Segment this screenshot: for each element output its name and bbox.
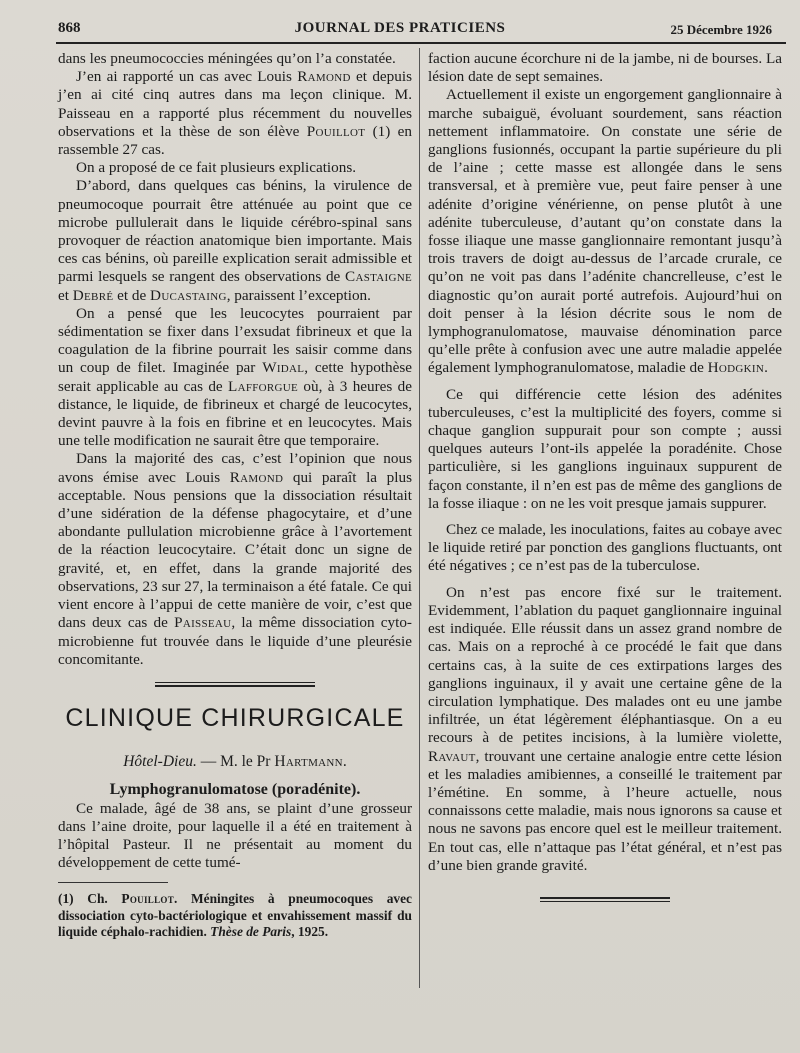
author-name: Ravaut — [428, 747, 476, 765]
paragraph: On n’est pas encore fixé sur le traitement. Evidemment, l’ablation du paquet ganglionnaire inguinal est indiquée. Elle réussit dans un assez grand nombre de cas. Mais on a reproché à ce procédé le fait que dans certains cas, à la suite de ces extirpations larges des ganglions inguinaux, il y avait une certaine gêne de la circulation lymphatique. Des malades ont eu une jambe infiltrée, un état légèrement éléphantiasque. On a eu recours à de petites incisions, à la lumière violette, Ravaut, trouvant une certaine analogie entre cette lésion et les maladies amibiennes, a conseillé le traitement par l’émétine. En somme, à l’heure actuelle, nous connaissons cette maladie, mais nous ignorons sa cause et nous ne savons pas encore quel est le meilleur traitement. En tout cas, elle n’attaque pas l’état général, et n’est pas d’une bien grande gravité. — [428, 583, 782, 874]
author-name: Lafforgue — [228, 377, 299, 395]
author-name: Debré — [72, 286, 114, 304]
author-name: Ducastaing — [150, 286, 227, 304]
author-name: Castaigne — [345, 268, 412, 286]
professor-name: Hartmann — [274, 753, 343, 771]
author-name: Widal — [262, 359, 305, 377]
end-divider — [540, 897, 670, 902]
author-name: Pouillot — [306, 122, 366, 140]
author-name: Hodgkin — [707, 359, 765, 377]
case-title: Lymphogranulomatose (poradénite). — [109, 781, 361, 799]
page-header — [0, 18, 800, 42]
paragraph: Ce malade, âgé de 38 ans, se plaint d’une grosseur dans l’aine droite, pour laquelle il a été en traitement à l’hôpital Pasteur. Il ne présentait au moment du développement de cette tumé- — [58, 799, 412, 872]
author-name: Paisseau — [174, 614, 232, 632]
paragraph: On a proposé de ce fait plusieurs explications. — [76, 159, 357, 177]
right-column — [428, 50, 782, 902]
journal-title: JOURNAL DES PRATICIENS — [294, 20, 506, 36]
paragraph: Chez ce malade, les inoculations, faites au cobaye avec le liquide retiré par ponction des ganglions fluctuants, ont été négatives ; ce n’est pas de la tuberculose. — [428, 521, 782, 575]
section-title: CLINIQUE CHIRURGICALE — [65, 703, 405, 732]
lecture-byline: Hôtel-Dieu. — M. le Pr Hartmann. — [123, 753, 347, 771]
page-number: 868 — [58, 20, 81, 36]
paragraph: dans les pneumococcies méningées qu’on l’a constatée. — [58, 50, 396, 67]
issue-date: 25 Décembre 1926 — [670, 22, 772, 37]
author-name: Ramond — [229, 468, 284, 486]
paragraph: D’abord, dans quelques cas bénins, la virulence de pneumocoque pourrait être atténuée au point que ce microbe pullulerait dans le liquide cérébro-spinal sans provoquer de réaction anatomique bien importante. Mais ces cas bénins, où pareille explication serait admissible et parmi lesquels se rangent des observations de Castaigne et Debré et de Ducastaing, paraissent l’exception. — [58, 177, 412, 304]
paragraph: Ce qui différencie cette lésion des adénites tuberculeuses, c’est la multiplicité des foyers, comme si chaque ganglion suppurait pour son compte ; aussi quelques auteurs l’ont-ils appelée la poradénite. Chose particulière, si les ganglions inguinaux suppurent de façon constante, il n’en est pas de même des ganglions de la fosse iliaque : on ne les voit presque jamais suppurer. — [428, 385, 782, 512]
paragraph: faction aucune écorchure ni de la jambe, ni de bourses. La lésion date de sept semaines. — [428, 50, 782, 86]
author-name: Pouillot — [121, 891, 174, 907]
footnote: (1) Ch. Pouillot. Méningites à pneumocoques avec dissociation cyto-bactériologique et envahissement massif du liquide céphalo-rachidien. Thèse de Paris, 1925. — [58, 891, 412, 940]
paragraph: On a pensé que les leucocytes pourraient par sédimentation se fixer dans l’exsudat fibrineux et que la coagulation de la fibrine pourrait les saisir comme dans un coup de filet. Imaginée par Widal, cette hypothèse serait applicable au cas de Lafforgue où, à 3 heures de distance, le liquide, de fibrineux et chargé de leucocytes, devint pauvre à la fois en fibrine et en leucocytes. Mais une telle modification ne saurait être que temporaire. — [58, 304, 413, 450]
author-name: Ramond — [297, 68, 351, 86]
paragraph: Dans la majorité des cas, c’est l’opinion que nous avons émise avec Louis Ramond qui paraît la plus acceptable. Nous pensions que la dissociation résultait d’une sidération de la défense phagocytaire, et d’une abondante pullulation microbienne grâce à l’avortement de la réaction leucocytaire. C’était donc un signe de gravité, et, en effet, dans la grande majorité des observations, 23 sur 27, la terminaison a été fatale. Ce qui vient encore à l’appui de cette manière de voir, c’est que dans deux cas de Paisseau, la même dissociation cyto-microbienne fut trouvée dans le liquide d’une pleurésie concomitante. — [58, 450, 412, 668]
paragraph: Actuellement il existe un engorgement ganglionnaire à marche subaiguë, évoluant sourdement, sans réaction nettement inflammatoire. On constate une série de ganglions fusionnés, occupant la partie supérieure du pli de l’aine ; cette masse est allongée dans le sens transversal, et à première vue, peut faire penser à une adénite d’origine vénérienne, on pense plutôt à une adénite tuberculeuse, d’autant qu’on constate dans la fosse iliaque une masse ganglionnaire remontant jusqu’à trois travers de doigt au-dessus de l’arcade crurale, ce qu’on ne voit pas dans l’adénite chancrelleuse, c’est le diagnostic qu’on aurait porté autrefois. Aujourd’hui on doit penser à la lésion décrite sous le nom de lymphogranulomatose, mauvaise dénomination parce qu’elle prête à confusion avec une autre maladie appelée également lymphogranulomatose, maladie de Hodgkin. — [428, 86, 782, 377]
section-divider — [155, 682, 315, 687]
header-rule — [56, 42, 786, 44]
left-column — [58, 50, 412, 941]
footnote-rule — [58, 882, 168, 883]
column-separator — [419, 48, 420, 988]
paragraph: J’en ai rapporté un cas avec Louis Ramond et depuis j’en ai cité cinq autres dans ma leçon clinique. M. Paisseau en a rapporté plus récemment du nouvelles observations et la thèse de son élève Pouillot (1) en rassemble 27 cas. — [58, 68, 412, 159]
